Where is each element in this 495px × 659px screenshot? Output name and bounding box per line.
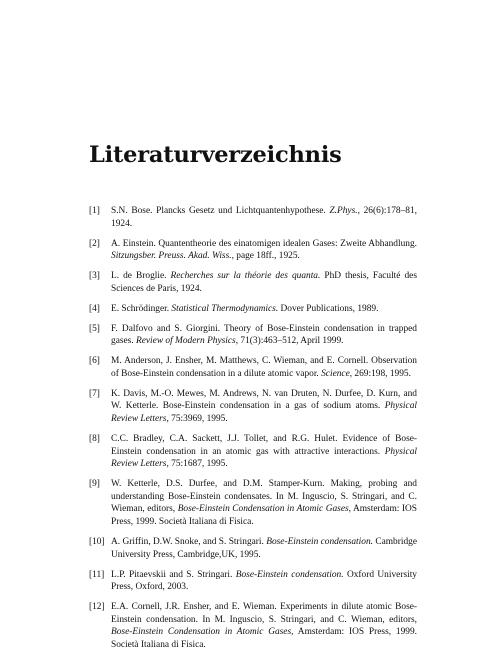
reference-venue-italic: Z.Phys. bbox=[329, 206, 358, 216]
reference-text-segment: Oxford University Press, Oxford, 2003. bbox=[111, 569, 417, 593]
reference-number: [12] bbox=[89, 602, 105, 613]
reference-text-segment: W. Ketterle, D.S. Durfee, and D.M. Stamper-Kurn. Making, probing and understanding Bose-Einstein condensates. In M. Inguscio, S. Stringari, and C. Wieman, editors, bbox=[111, 479, 417, 515]
reference-entry bbox=[89, 388, 417, 426]
reference-venue-italic: Physical Review Letters bbox=[111, 446, 417, 470]
reference-text-segment: , 269:198, 1995. bbox=[349, 368, 411, 379]
reference-number: [4] bbox=[89, 303, 100, 314]
reference-venue-italic: Bose-Einstein condensation. bbox=[235, 569, 344, 580]
reference-text bbox=[111, 601, 417, 651]
reference-text bbox=[111, 323, 417, 348]
reference-venue-italic: Bose-Einstein condensation. bbox=[266, 536, 373, 547]
reference-venue-italic: Sitzungsber. Preuss. Akad. Wiss. bbox=[111, 251, 232, 262]
reference-entry bbox=[89, 270, 417, 295]
reference-venue-italic: Recherches sur la théorie des quanta. bbox=[170, 271, 321, 282]
reference-text bbox=[111, 388, 417, 426]
reference-text bbox=[111, 303, 417, 316]
reference-entry bbox=[89, 536, 417, 561]
reference-number: [3] bbox=[89, 271, 100, 282]
reference-entry bbox=[89, 323, 417, 348]
reference-text bbox=[111, 536, 417, 561]
reference-text-segment: E. Schrödinger. bbox=[111, 303, 172, 314]
reference-entry bbox=[89, 355, 417, 380]
reference-text-segment: E.A. Cornell, J.R. Ensher, and E. Wieman. Experiments in dilute atomic Bose-Einstein condensation. In M. Inguscio, S. Stringari, and C. Wieman, editors, bbox=[111, 602, 417, 625]
reference-venue-italic: Science bbox=[321, 368, 350, 379]
reference-text-segment: K. Davis, M.-O. Mewes, M. Andrews, N. van Druten, N. Durfee, D. Kurn, and W. Ketterle. Bose-Einstein condensation in a gas of sodium atoms. bbox=[111, 388, 417, 412]
reference-text-segment: Cambridge University Press, Cambridge,UK, 1995. bbox=[111, 536, 417, 560]
reference-venue-italic: Bose-Einstein Condensation in Atomic Gases bbox=[177, 504, 349, 515]
reference-number: [8] bbox=[89, 434, 100, 445]
chapter-title: Literaturverzeichnis bbox=[89, 142, 342, 168]
reference-text bbox=[111, 355, 417, 380]
reference-text-segment: F. Dalfovo and S. Giorgini. Theory of Bose-Einstein condensation in trapped gases. bbox=[111, 323, 417, 347]
reference-text-segment: , Amsterdam: IOS Press, 1999. Società Italiana di Fisica. bbox=[111, 627, 417, 650]
reference-entry bbox=[89, 601, 417, 651]
reference-number: [7] bbox=[89, 388, 100, 399]
reference-text-segment: , page 18ff., 1925. bbox=[231, 251, 300, 262]
reference-text-segment: A. Griffin, D.W. Snoke, and S. Stringari. bbox=[111, 536, 267, 547]
reference-text-segment: , 71(3):463–512, April 1999. bbox=[235, 336, 344, 347]
reference-text-segment: Dover Publications, 1989. bbox=[278, 303, 379, 314]
reference-text-segment: , 75:1687, 1995. bbox=[166, 459, 228, 470]
reference-text-segment: C.C. Bradley, C.A. Sackett, J.J. Tollet, and R.G. Hulet. Evidence of Bose-Einstein condensation in an atomic gas with attractive interactions. bbox=[111, 434, 417, 457]
reference-venue-italic: Physical Review Letters bbox=[111, 401, 417, 425]
reference-entry bbox=[89, 303, 417, 316]
reference-number: [1] bbox=[89, 206, 100, 216]
reference-entry bbox=[89, 205, 417, 230]
reference-text bbox=[111, 569, 417, 594]
reference-text bbox=[111, 433, 417, 471]
reference-venue-italic: Review of Modern Physics bbox=[136, 336, 236, 347]
reference-entry bbox=[89, 238, 417, 263]
reference-number: [5] bbox=[89, 323, 100, 334]
reference-text-segment: PhD thesis, Faculté des Sciences de Paris, 1924. bbox=[111, 271, 417, 294]
reference-text-segment: , 26(6):178–81, 1924. bbox=[111, 206, 417, 229]
reference-number: [2] bbox=[89, 238, 100, 249]
reference-text bbox=[111, 478, 417, 528]
reference-venue-italic: Bose-Einstein Condensation in Atomic Gases bbox=[111, 627, 292, 638]
reference-text-segment: M. Anderson, J. Ensher, M. Matthews, C. Wieman, and E. Cornell. Observation of Bose-Einstein condensation in a dilute atomic vapor. bbox=[111, 356, 417, 379]
reference-number: [10] bbox=[89, 536, 105, 547]
reference-text-segment: , Amsterdam: IOS Press, 1999. Società Italiana di Fisica. bbox=[111, 504, 417, 527]
reference-venue-italic: Statistical Thermodynamics. bbox=[171, 303, 279, 314]
reference-text-segment: L.P. Pitaevskii and S. Stringari. bbox=[111, 569, 236, 580]
reference-text bbox=[111, 205, 417, 230]
reference-text-segment: S.N. Bose. Plancks Gesetz und Lichtquantenhypothese. bbox=[111, 206, 330, 216]
reference-text-segment: , 75:3969, 1995. bbox=[166, 414, 228, 425]
reference-text bbox=[111, 270, 417, 295]
reference-number: [9] bbox=[89, 479, 100, 490]
bibliography-list bbox=[89, 205, 417, 659]
reference-text-segment: A. Einstein. Quantentheorie des einatomigen idealen Gases: Zweite Abhandlung. bbox=[111, 238, 417, 249]
reference-text bbox=[111, 238, 417, 263]
reference-number: [6] bbox=[89, 356, 100, 367]
reference-entry bbox=[89, 569, 417, 594]
reference-entry bbox=[89, 478, 417, 528]
reference-text-segment: L. de Broglie. bbox=[111, 271, 171, 282]
reference-entry bbox=[89, 433, 417, 471]
reference-number: [11] bbox=[89, 569, 105, 580]
